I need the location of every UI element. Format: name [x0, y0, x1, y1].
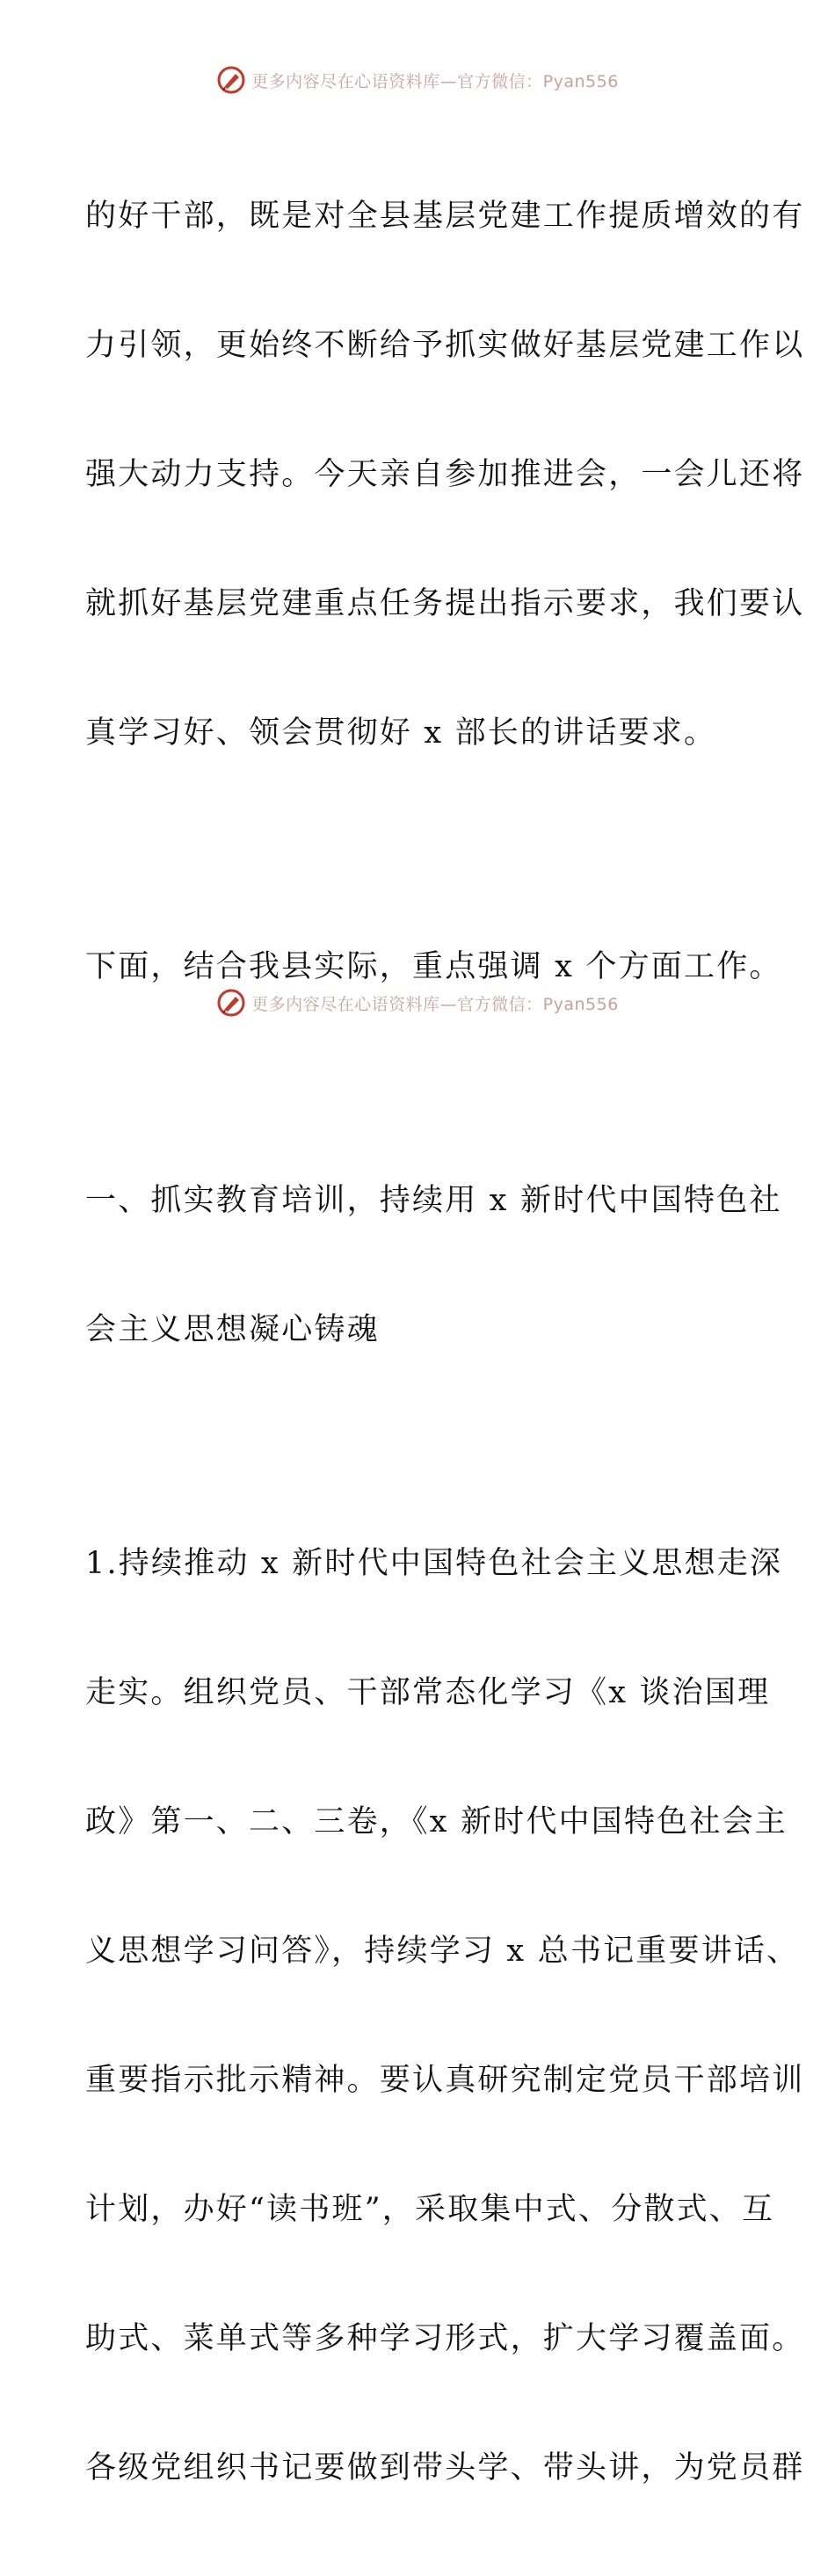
text-line: 力引领，更始终不断给予抓实做好基层党建工作以: [85, 328, 805, 363]
text-line: 真学习好、领会贯彻好 x 部长的讲话要求。: [85, 715, 717, 751]
pen-logo-icon: [216, 65, 246, 95]
text-line: 下面，结合我县实际，重点强调 x 个方面工作。: [85, 949, 782, 984]
pen-logo-icon: [216, 988, 246, 1018]
text-line: 1.持续推动 x 新时代中国特色社会主义思想走深: [85, 1546, 783, 1581]
watermark-text: 更多内容尽在心语资料库—官方微信：Pyan556: [251, 994, 619, 1014]
text-line: 计划，办好“读书班”，采取集中式、分散式、互: [85, 2192, 775, 2227]
text-line: 政》第一、二、三卷，《x 新时代中国特色社会主: [85, 1804, 788, 1839]
text-line: 走实。组织党员、干部常态化学习《x 谈治国理: [85, 1675, 771, 1710]
section-heading-1: [85, 1093, 782, 1438]
text-line: 强大动力支持。今天亲自参加推进会，一会儿还将: [85, 457, 805, 492]
footer-watermark: [0, 985, 835, 1020]
text-line: 一、抓实教育培训，持续用 x 新时代中国特色社: [85, 1183, 782, 1218]
text-line: 重要指示批示精神。要认真研究制定党员干部培训: [85, 2063, 805, 2098]
document-body: [85, 109, 805, 2576]
text-line: 的好干部，既是对全县基层党建工作提质增效的有: [85, 199, 805, 234]
text-line: 会主义思想凝心铸魂: [85, 1312, 380, 1347]
paragraph-item-1: [85, 1456, 805, 2576]
header-watermark: [0, 62, 835, 98]
watermark-text: 更多内容尽在心语资料库—官方微信：Pyan556: [251, 71, 619, 91]
text-line: 助式、菜单式等多种学习形式，扩大学习覆盖面。: [85, 2321, 805, 2356]
paragraph-intro: [85, 109, 805, 841]
text-line: 各级党组织书记要做到带头学、带头讲，为党员群: [85, 2450, 805, 2485]
paragraph-overview: [85, 860, 782, 1075]
text-line: 就抓好基层党建重点任务提出指示要求，我们要认: [85, 586, 805, 621]
text-line: 义思想学习问答》，持续学习 x 总书记重要讲话、: [85, 1934, 800, 1969]
